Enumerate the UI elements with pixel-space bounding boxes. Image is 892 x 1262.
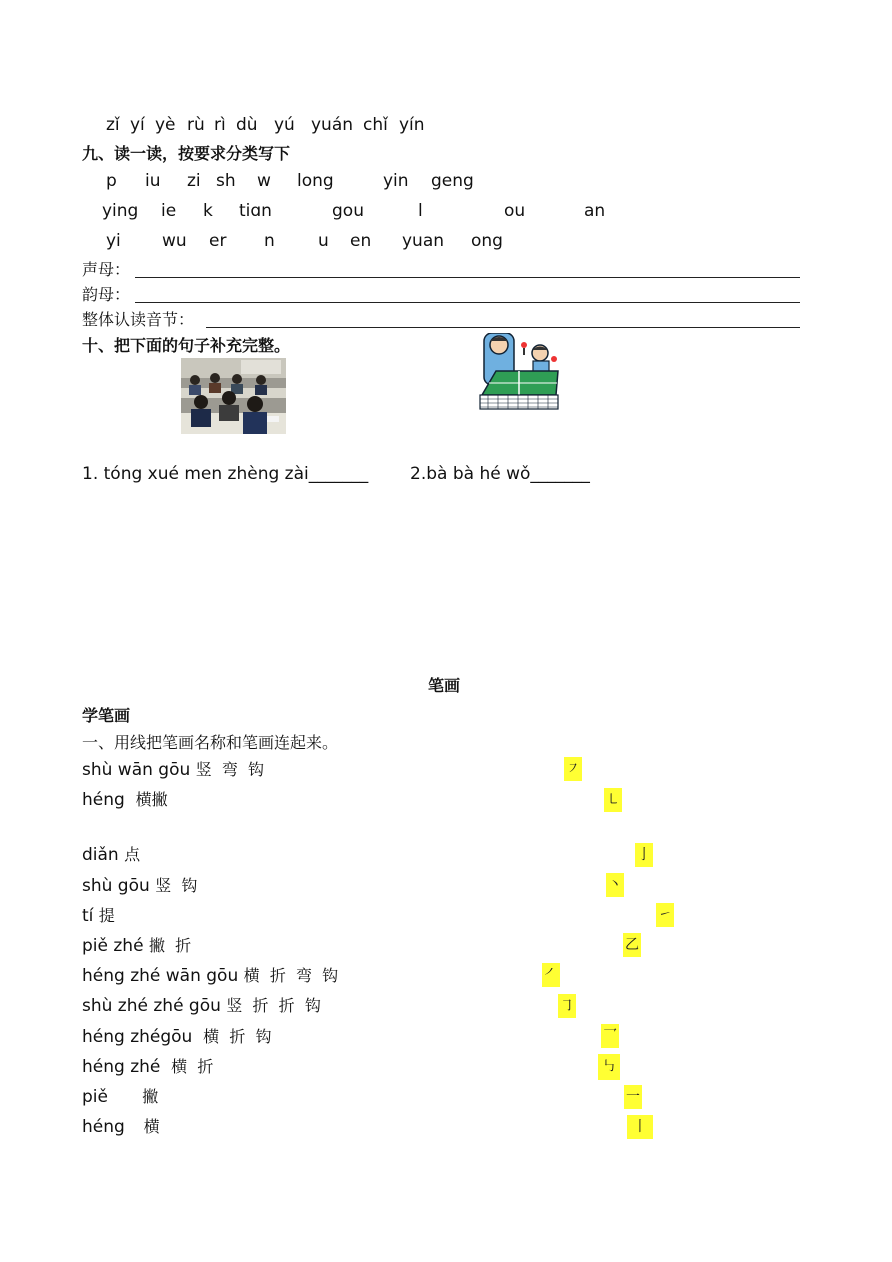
letter-item: yin: [383, 171, 409, 191]
letter-item: iu: [145, 171, 161, 191]
stroke-pinyin: diǎn: [82, 845, 119, 865]
stroke-hanzi: 撇 折: [148, 936, 192, 955]
stroke-hanzi: 横 折: [171, 1057, 214, 1076]
stroke-pinyin: piě zhé: [82, 936, 144, 956]
stroke-name-item[interactable]: [82, 762, 264, 779]
stroke-hanzi: 横 折 弯 钩: [243, 966, 339, 985]
section10-title: 十、把下面的句子补充完整。: [82, 336, 291, 355]
stroke-hanzi: 点: [124, 845, 141, 864]
shengmu-label: 声母：: [82, 260, 131, 279]
yunmu-label: 韵母：: [82, 285, 131, 304]
letter-item: en: [350, 231, 372, 251]
letter-item: u: [318, 231, 329, 251]
stroke-pinyin: héng zhégōu: [82, 1027, 198, 1047]
stroke-pinyin: héng: [82, 790, 131, 810]
stroke-shape[interactable]: ㇉: [598, 1054, 620, 1080]
letter-item: n: [264, 231, 275, 251]
stroke-pinyin: tí: [82, 906, 94, 926]
stroke-shape[interactable]: ㇀: [656, 903, 674, 927]
letter-item: w: [257, 171, 271, 191]
stroke-name-item[interactable]: [82, 1029, 272, 1046]
letter-item: yi: [106, 231, 121, 251]
yunmu-answer-line[interactable]: [135, 302, 800, 303]
stroke-hanzi: 竖 钩: [155, 876, 198, 895]
shengmu-answer-line[interactable]: [135, 277, 800, 278]
table-tennis-picture: [478, 333, 560, 413]
pinyin-word: yú: [274, 115, 295, 135]
pinyin-word: yí: [130, 115, 145, 135]
stroke-hanzi: 横撇: [135, 790, 168, 809]
pinyin-word: rì: [214, 115, 226, 135]
letter-item: gou: [332, 201, 364, 221]
pinyin-word: yuán: [311, 115, 354, 135]
stroke-pinyin: shù gōu: [82, 876, 150, 896]
stroke-name-item[interactable]: [82, 938, 191, 955]
stroke-shape[interactable]: 一: [624, 1085, 642, 1109]
letter-item: long: [297, 171, 334, 191]
letter-item: yuan: [402, 231, 445, 251]
stroke-name-item[interactable]: [82, 847, 140, 864]
section9-title: 九、读一读，按要求分类写下: [82, 144, 291, 163]
stroke-shape[interactable]: 丶: [606, 873, 624, 897]
stroke-shape[interactable]: ㇒: [542, 963, 560, 987]
pinyin-word: zǐ: [106, 115, 120, 135]
sentence-1: 1. tóng xué men zhèng zài_______: [82, 464, 369, 484]
letter-item: zi: [187, 171, 201, 191]
stroke-pinyin: piě: [82, 1087, 119, 1107]
stroke-hanzi: 横: [143, 1117, 160, 1136]
pinyin-word: rù: [187, 115, 205, 135]
stroke-name-item[interactable]: [82, 792, 168, 809]
stroke-shape[interactable]: 乛: [601, 1024, 619, 1048]
pinyin-word: yè: [155, 115, 176, 135]
bihua-instruction: 一、用线把笔画名称和笔画连起来。: [82, 733, 339, 752]
stroke-shape[interactable]: 乙: [623, 933, 641, 957]
letter-item: ying: [102, 201, 139, 221]
letter-item: wu: [162, 231, 187, 251]
stroke-name-item[interactable]: [82, 1119, 160, 1136]
bihua-heading: 笔画: [428, 676, 461, 695]
pinyin-word: dù: [236, 115, 258, 135]
stroke-name-item[interactable]: [82, 908, 115, 925]
sentence-2: 2.bà bà hé wǒ_______: [410, 464, 590, 484]
stroke-shape[interactable]: 亅: [635, 843, 653, 867]
stroke-pinyin: héng zhé wān gōu: [82, 966, 239, 986]
stroke-pinyin: héng: [82, 1117, 131, 1137]
letter-item: p: [106, 171, 117, 191]
stroke-hanzi: 撇: [142, 1087, 159, 1106]
zhengti-label: 整体认读音节：: [82, 310, 195, 329]
letter-item: sh: [216, 171, 236, 191]
letter-item: k: [203, 201, 213, 221]
zhengti-answer-line[interactable]: [206, 327, 800, 328]
letter-item: er: [209, 231, 227, 251]
letter-item: ie: [161, 201, 177, 221]
letter-item: ong: [471, 231, 503, 251]
letter-item: ou: [504, 201, 526, 221]
stroke-hanzi: 横 折 钩: [203, 1027, 272, 1046]
stroke-name-item[interactable]: [82, 1089, 158, 1106]
stroke-shape[interactable]: ㇄: [604, 788, 622, 812]
letter-item: an: [584, 201, 606, 221]
classroom-photo: [181, 358, 286, 434]
letter-item: tiɑn: [239, 201, 272, 221]
stroke-hanzi: 提: [98, 906, 115, 925]
stroke-pinyin: héng zhé: [82, 1057, 166, 1077]
stroke-pinyin: shù wān gōu: [82, 760, 191, 780]
stroke-shape[interactable]: ㇆: [558, 994, 576, 1018]
stroke-name-item[interactable]: [82, 878, 197, 895]
stroke-name-item[interactable]: [82, 1059, 213, 1076]
letter-item: geng: [431, 171, 474, 191]
bihua-subheading: 学笔画: [82, 706, 131, 725]
pinyin-word: yín: [399, 115, 425, 135]
stroke-shape[interactable]: 丨: [627, 1115, 653, 1139]
stroke-name-item[interactable]: [82, 998, 321, 1015]
pinyin-word: chǐ: [363, 115, 388, 135]
stroke-pinyin: shù zhé zhé gōu: [82, 996, 221, 1016]
letter-item: l: [418, 201, 423, 221]
stroke-hanzi: 竖 弯 钩: [195, 760, 265, 779]
stroke-shape[interactable]: ㇇: [564, 757, 582, 781]
stroke-name-item[interactable]: [82, 968, 338, 985]
stroke-hanzi: 竖 折 折 钩: [226, 996, 321, 1015]
